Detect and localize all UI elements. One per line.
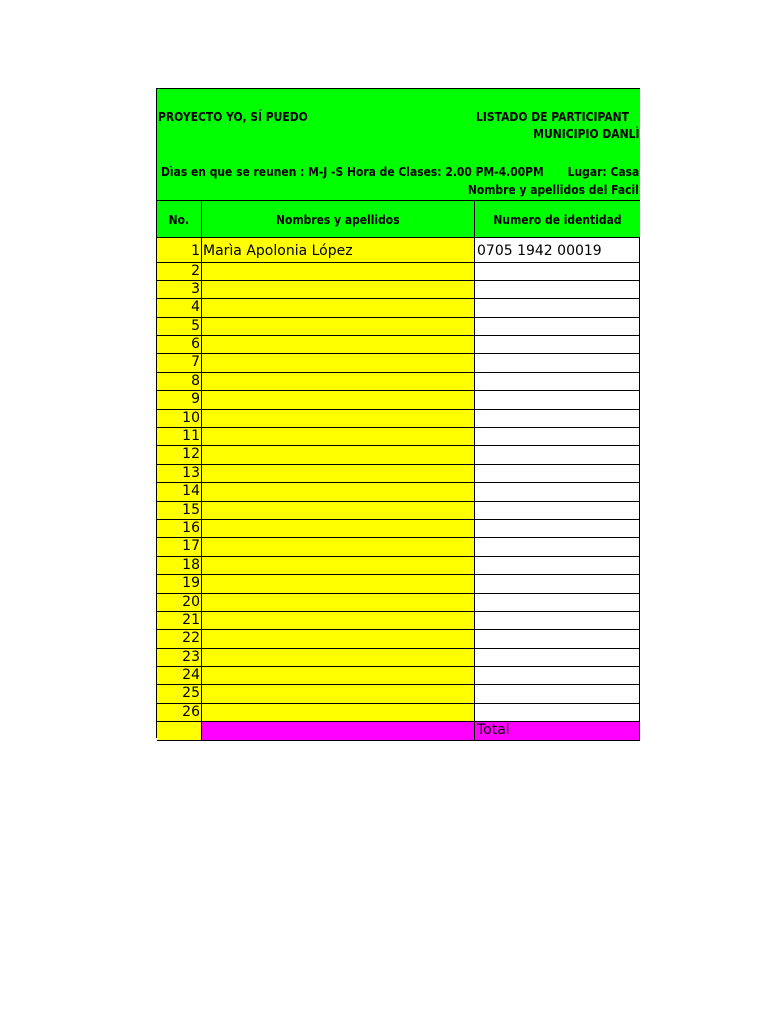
row-number-cell[interactable]: 21 bbox=[157, 612, 202, 629]
table-row bbox=[157, 281, 640, 299]
table-row bbox=[157, 685, 640, 703]
row-number-cell[interactable]: 18 bbox=[157, 557, 202, 574]
row-id-cell[interactable] bbox=[475, 667, 640, 684]
row-number-cell[interactable]: 2 bbox=[157, 263, 202, 280]
row-number-cell[interactable]: 15 bbox=[157, 502, 202, 519]
row-number-cell[interactable]: 9 bbox=[157, 391, 202, 408]
row-id-cell[interactable] bbox=[475, 299, 640, 316]
table-row bbox=[157, 520, 640, 538]
place-label: Lugar: Casa bbox=[567, 164, 639, 179]
column-header-number: No. bbox=[157, 201, 202, 237]
row-id-cell[interactable] bbox=[475, 594, 640, 611]
row-name-cell[interactable] bbox=[202, 685, 475, 702]
row-name-cell[interactable] bbox=[202, 520, 475, 537]
table-row bbox=[157, 649, 640, 667]
row-number-cell[interactable]: 10 bbox=[157, 410, 202, 427]
row-number-cell[interactable]: 8 bbox=[157, 373, 202, 390]
table-row bbox=[157, 318, 640, 336]
table-row bbox=[157, 428, 640, 446]
table-row bbox=[157, 612, 640, 630]
table-row bbox=[157, 557, 640, 575]
row-name-cell[interactable] bbox=[202, 502, 475, 519]
row-name-cell[interactable] bbox=[202, 594, 475, 611]
row-number-cell[interactable]: 4 bbox=[157, 299, 202, 316]
row-id-cell[interactable] bbox=[475, 612, 640, 629]
row-id-cell[interactable] bbox=[475, 557, 640, 574]
row-name-cell[interactable] bbox=[202, 538, 475, 555]
row-name-cell[interactable] bbox=[202, 354, 475, 371]
row-name-cell[interactable] bbox=[202, 336, 475, 353]
row-id-cell[interactable] bbox=[475, 575, 640, 592]
row-number-cell[interactable]: 13 bbox=[157, 465, 202, 482]
row-id-cell[interactable] bbox=[475, 685, 640, 702]
row-name-cell[interactable] bbox=[202, 428, 475, 445]
column-header-name: Nombres y apellidos bbox=[202, 201, 475, 237]
row-id-cell[interactable] bbox=[475, 630, 640, 647]
column-header-id: Numero de identidad bbox=[493, 211, 622, 227]
participant-sheet bbox=[156, 88, 640, 738]
row-name-cell[interactable] bbox=[202, 630, 475, 647]
row-number-cell[interactable]: 20 bbox=[157, 594, 202, 611]
row-name-cell[interactable]: Marìa Apolonia López bbox=[202, 238, 475, 262]
row-number-cell[interactable]: 6 bbox=[157, 336, 202, 353]
participant-rows bbox=[157, 238, 640, 722]
table-row bbox=[157, 238, 640, 263]
row-id-cell[interactable] bbox=[475, 704, 640, 721]
list-title: LISTADO DE PARTICIPANT bbox=[476, 109, 629, 124]
row-name-cell[interactable] bbox=[202, 446, 475, 463]
row-id-cell[interactable] bbox=[475, 336, 640, 353]
row-number-cell[interactable]: 1 bbox=[157, 238, 202, 262]
sheet-header bbox=[157, 89, 640, 201]
row-id-cell[interactable] bbox=[475, 520, 640, 537]
total-label[interactable]: Total bbox=[475, 722, 640, 739]
row-number-cell[interactable]: 11 bbox=[157, 428, 202, 445]
row-name-cell[interactable] bbox=[202, 318, 475, 335]
row-number-cell[interactable]: 12 bbox=[157, 446, 202, 463]
row-name-cell[interactable] bbox=[202, 557, 475, 574]
row-id-cell[interactable] bbox=[475, 428, 640, 445]
table-row bbox=[157, 410, 640, 428]
row-id-cell[interactable] bbox=[475, 410, 640, 427]
row-id-cell[interactable] bbox=[475, 465, 640, 482]
row-id-cell[interactable] bbox=[475, 318, 640, 335]
row-number-cell[interactable]: 7 bbox=[157, 354, 202, 371]
row-id-cell[interactable] bbox=[475, 483, 640, 500]
table-row bbox=[157, 704, 640, 722]
row-id-cell[interactable] bbox=[475, 373, 640, 390]
table-row bbox=[157, 373, 640, 391]
row-number-cell[interactable]: 16 bbox=[157, 520, 202, 537]
table-row bbox=[157, 594, 640, 612]
row-name-cell[interactable] bbox=[202, 391, 475, 408]
facilitator-label: Nombre y apellidos del Facil bbox=[467, 182, 639, 197]
row-id-cell[interactable] bbox=[475, 649, 640, 666]
table-row bbox=[157, 391, 640, 409]
table-row bbox=[157, 667, 640, 685]
row-name-cell[interactable] bbox=[202, 465, 475, 482]
row-id-cell[interactable] bbox=[475, 538, 640, 555]
row-number-cell[interactable]: 14 bbox=[157, 483, 202, 500]
row-name-cell[interactable] bbox=[202, 483, 475, 500]
row-number-cell[interactable]: 19 bbox=[157, 575, 202, 592]
column-header-row bbox=[157, 201, 640, 238]
row-name-cell[interactable] bbox=[202, 612, 475, 629]
table-row bbox=[157, 575, 640, 593]
row-name-cell[interactable] bbox=[202, 575, 475, 592]
table-row bbox=[157, 538, 640, 556]
row-number-cell[interactable]: 25 bbox=[157, 685, 202, 702]
row-id-cell[interactable] bbox=[475, 354, 640, 371]
row-name-cell[interactable] bbox=[202, 649, 475, 666]
row-id-cell[interactable] bbox=[475, 281, 640, 298]
row-number-cell[interactable]: 17 bbox=[157, 538, 202, 555]
row-name-cell[interactable] bbox=[202, 263, 475, 280]
table-row bbox=[157, 299, 640, 317]
row-number-cell[interactable]: 3 bbox=[157, 281, 202, 298]
row-number-cell[interactable]: 23 bbox=[157, 649, 202, 666]
table-row bbox=[157, 630, 640, 648]
row-name-cell[interactable] bbox=[202, 410, 475, 427]
row-id-cell[interactable] bbox=[475, 502, 640, 519]
row-name-cell[interactable] bbox=[202, 704, 475, 721]
row-id-cell[interactable]: 0705 1942 00019 bbox=[475, 238, 640, 262]
table-row bbox=[157, 336, 640, 354]
row-name-cell[interactable] bbox=[202, 299, 475, 316]
total-number-cell[interactable] bbox=[157, 722, 202, 739]
total-name-cell[interactable] bbox=[202, 722, 475, 739]
row-id-cell[interactable] bbox=[475, 391, 640, 408]
table-row bbox=[157, 465, 640, 483]
row-number-cell[interactable]: 22 bbox=[157, 630, 202, 647]
row-id-cell[interactable] bbox=[475, 263, 640, 280]
total-row bbox=[157, 722, 640, 740]
row-number-cell[interactable]: 5 bbox=[157, 318, 202, 335]
table-row bbox=[157, 263, 640, 281]
municipality-label: MUNICIPIO DANLÌ bbox=[532, 126, 639, 141]
table-row bbox=[157, 483, 640, 501]
table-row bbox=[157, 354, 640, 372]
meeting-info: Dìas en que se reunen : M-J -S Hora de Clases: 2.00 PM-4.00PM bbox=[161, 164, 544, 179]
row-name-cell[interactable] bbox=[202, 281, 475, 298]
row-id-cell[interactable] bbox=[475, 446, 640, 463]
table-row bbox=[157, 502, 640, 520]
project-title: PROYECTO YO, SÍ PUEDO bbox=[158, 109, 308, 124]
row-number-cell[interactable]: 26 bbox=[157, 704, 202, 721]
row-name-cell[interactable] bbox=[202, 667, 475, 684]
row-name-cell[interactable] bbox=[202, 373, 475, 390]
row-number-cell[interactable]: 24 bbox=[157, 667, 202, 684]
table-row bbox=[157, 446, 640, 464]
